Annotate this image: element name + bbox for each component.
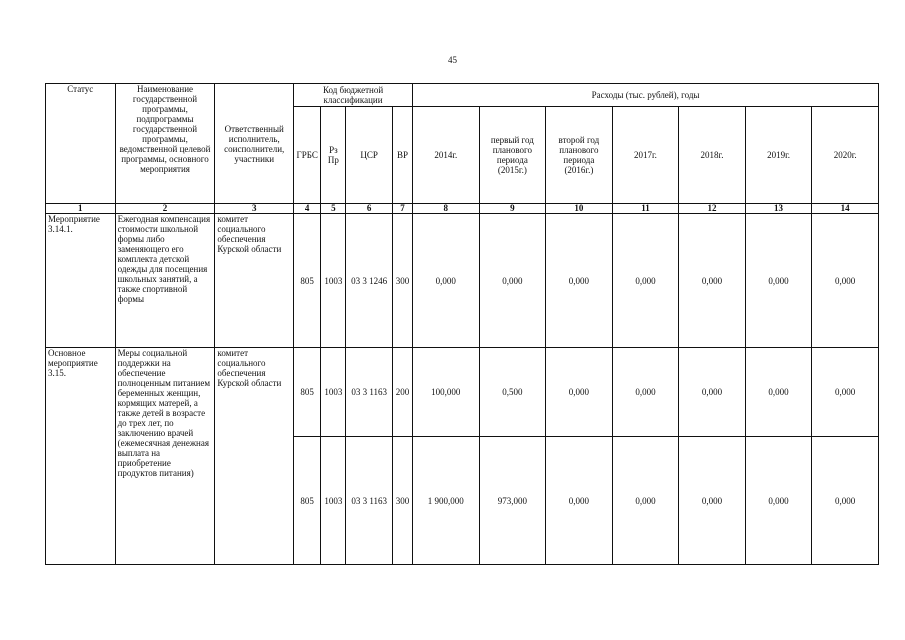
table-row: [46, 348, 879, 437]
header-2017: 2017г.: [612, 107, 679, 204]
header-2020: 2020г.: [812, 107, 879, 204]
cell-2018: 0,000: [679, 348, 746, 437]
col-number: 14: [812, 204, 879, 214]
col-number: 8: [413, 204, 480, 214]
row-name: Меры социальной поддержки на обеспечение полноценным питанием беременных женщин, кормящих матерей, а также детей в возрасте до трех лет, по заключению врачей (ежемесячная денежная выплата на приобретение продуктов питания): [115, 348, 215, 565]
budget-table: [45, 83, 879, 565]
cell-2020: 0,000: [812, 437, 879, 565]
table-row: [46, 214, 879, 348]
col-number: 3: [215, 204, 294, 214]
header-2019: 2019г.: [745, 107, 812, 204]
cell-plan-year-2: 0,000: [546, 348, 613, 437]
header-budget-code: Код бюджетной классификации: [294, 84, 413, 107]
cell-grbs: 805: [294, 437, 321, 565]
header-expenses: Расходы (тыс. рублей), годы: [413, 84, 879, 107]
col-number: 13: [745, 204, 812, 214]
cell-plan-year-2: 0,000: [546, 214, 613, 348]
page-number: 45: [448, 55, 457, 65]
header-row-1: [46, 84, 879, 107]
cell-csr: 03 3 1163: [346, 348, 392, 437]
col-number: 7: [392, 204, 412, 214]
col-number: 11: [612, 204, 679, 214]
cell-vr: 300: [392, 214, 412, 348]
cell-2017: 0,000: [612, 437, 679, 565]
column-number-row: [46, 204, 879, 214]
cell-2019: 0,000: [745, 214, 812, 348]
cell-csr: 03 3 1246: [346, 214, 392, 348]
header-2014: 2014г.: [413, 107, 480, 204]
cell-plan-year-1: 0,500: [479, 348, 546, 437]
cell-2014: 1 900,000: [413, 437, 480, 565]
cell-2017: 0,000: [612, 348, 679, 437]
cell-vr: 300: [392, 437, 412, 565]
cell-grbs: 805: [294, 214, 321, 348]
header-plan-year-1: первый год планового периода (2015г.): [479, 107, 546, 204]
col-number: 12: [679, 204, 746, 214]
header-status: Статус: [46, 84, 116, 204]
row-status: Основное мероприятие 3.15.: [46, 348, 116, 565]
cell-2018: 0,000: [679, 214, 746, 348]
header-rzpr: Рз Пр: [321, 107, 346, 204]
col-number: 9: [479, 204, 546, 214]
col-number: 10: [546, 204, 613, 214]
col-number: 6: [346, 204, 392, 214]
cell-grbs: 805: [294, 348, 321, 437]
row-name: Ежегодная компенсация стоимости школьной формы либо заменяющего его комплекта детской одежды для посещения школьных занятий, а также спортивной формы: [115, 214, 215, 348]
col-number: 4: [294, 204, 321, 214]
cell-plan-year-2: 0,000: [546, 437, 613, 565]
row-responsible: комитет социального обеспечения Курской области: [215, 348, 294, 565]
cell-2014: 100,000: [413, 348, 480, 437]
cell-plan-year-1: 973,000: [479, 437, 546, 565]
cell-2017: 0,000: [612, 214, 679, 348]
cell-2018: 0,000: [679, 437, 746, 565]
cell-rzpr: 1003: [321, 348, 346, 437]
cell-plan-year-1: 0,000: [479, 214, 546, 348]
header-2018: 2018г.: [679, 107, 746, 204]
cell-vr: 200: [392, 348, 412, 437]
header-csr: ЦСР: [346, 107, 392, 204]
header-name: Наименование государственной программы, подпрограммы государственной программы, ведомственной целевой программы, основного мероприятия: [115, 84, 215, 204]
header-vr: ВР: [392, 107, 412, 204]
cell-2020: 0,000: [812, 348, 879, 437]
cell-csr: 03 3 1163: [346, 437, 392, 565]
cell-2014: 0,000: [413, 214, 480, 348]
cell-rzpr: 1003: [321, 437, 346, 565]
header-responsible: Ответственный исполнитель, соисполнители, участники: [215, 84, 294, 204]
header-grbs: ГРБС: [294, 107, 321, 204]
cell-2019: 0,000: [745, 437, 812, 565]
col-number: 1: [46, 204, 116, 214]
row-status: Мероприятие 3.14.1.: [46, 214, 116, 348]
col-number: 5: [321, 204, 346, 214]
row-responsible: комитет социального обеспечения Курской области: [215, 214, 294, 348]
cell-2020: 0,000: [812, 214, 879, 348]
cell-rzpr: 1003: [321, 214, 346, 348]
col-number: 2: [115, 204, 215, 214]
cell-2019: 0,000: [745, 348, 812, 437]
header-plan-year-2: второй год планового периода (2016г.): [546, 107, 613, 204]
